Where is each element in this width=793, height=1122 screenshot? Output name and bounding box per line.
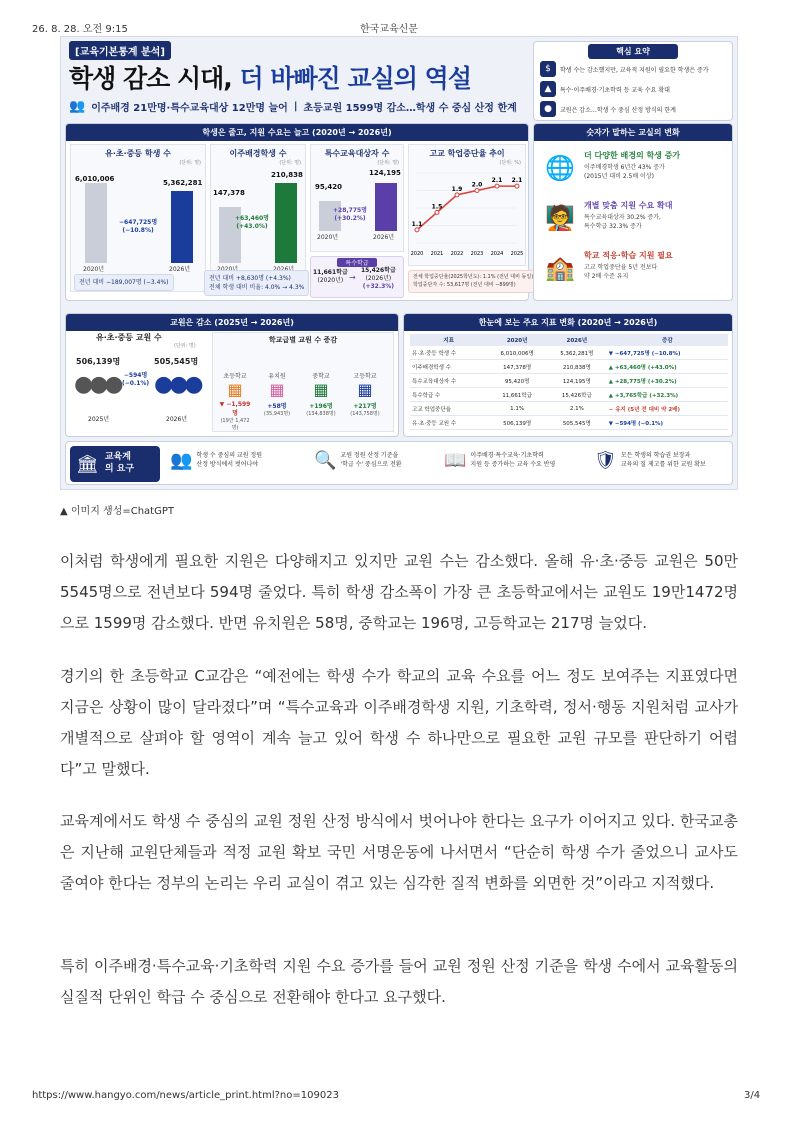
key-summary-title: 핵심 요약 bbox=[588, 44, 678, 59]
dropout-tick-label: 2022 bbox=[450, 251, 464, 257]
migrant-chart: 이주배경학생 수 (단위: 명) 147,378 210,838 +63,460명 (+43.0%) bbox=[210, 144, 306, 292]
changes-panel-title: 숫자가 말하는 교실의 변화 bbox=[534, 124, 732, 141]
teachers-delta: −594명 (−0.1%) bbox=[122, 372, 150, 387]
dropout-data-label: 2.1 bbox=[511, 177, 523, 185]
students-2026-value: 5,362,281 bbox=[163, 179, 203, 187]
table-row: 유·초·중등 학생 수 6,010,006명 5,362,281명 ▼ −647,725명 (−10.8%) bbox=[410, 346, 728, 360]
building-icon: ▦ bbox=[357, 380, 373, 399]
migrant-note: 전년 대비 +8,630명 (+4.3%) 전체 학생 대비 비율: 4.0% → 4.3% bbox=[204, 270, 309, 296]
table-row: 고교 학업중단율 1.1% 2.1% − 유지 (5년 전 대비 약 2배) bbox=[410, 402, 728, 416]
teacher-icon: 🧑‍🏫 bbox=[545, 204, 575, 232]
dropout-tick-label: 2023 bbox=[470, 251, 484, 257]
changes-panel bbox=[533, 123, 733, 301]
students-delta: −647,725명 (−10.8%) bbox=[119, 219, 158, 234]
infographic bbox=[60, 36, 738, 490]
dropout-data-label: 2.1 bbox=[491, 177, 503, 185]
teachers-2026-icon: ●●● bbox=[154, 372, 200, 397]
article-paragraph: 교육계에서도 학생 수 중심의 교원 정원 산정 방식에서 벗어나야 한다는 요구가 이어지고 있다. 한국교총은 지난해 교원단체들과 적정 교원 확보 국민 서명운동에 나서면서 “단순히 학생 수가 줄었으니 교사도 줄여야 한다는 정부의 논리는 우리 교실이 겪고 있는 심각한 질적 변화를 외면한 것”이라고 지적했다. bbox=[60, 812, 738, 892]
arrow-right-icon: → bbox=[349, 273, 356, 282]
change-item: 🏫 학교 적응·학습 지원 필요 고교 학업중단율 5년 전보다 약 2배 수준 유지 bbox=[542, 250, 728, 286]
institution-icon: 🏛 bbox=[76, 453, 99, 475]
print-url: https://www.hangyo.com/news/article_print.html?no=109023 bbox=[32, 1090, 339, 1101]
dropout-data-label: 1.5 bbox=[431, 203, 443, 211]
table-row: 특수교육대상자 수 95,420명 124,195명 ▲ +28,775명 (+30.2%) bbox=[410, 374, 728, 388]
dropout-tick-label: 2025 bbox=[510, 251, 524, 257]
dropout-tick-label: 2021 bbox=[430, 251, 444, 257]
table-row: 특수학급 수 11,661학급 15,426학급 ▲ +3,765학급 (+32.3%) bbox=[410, 388, 728, 402]
students-note: 전년 대비 −189,007명 (−3.4%) bbox=[74, 274, 174, 291]
dropout-tick-label: 2024 bbox=[490, 251, 504, 257]
dropout-point bbox=[415, 228, 419, 232]
globe-icon: 🌐 bbox=[545, 154, 575, 182]
indicators-panel-title: 한눈에 보는 주요 지표 변화 (2020년 → 2026년) bbox=[404, 314, 732, 331]
level-middle: 중학교 ▦ +196명 (134,838명) bbox=[306, 373, 336, 417]
requests-head: 🏛 교육계 의 요구 bbox=[70, 446, 160, 482]
table-row: 유·초·중등 교원 수 506,139명 505,545명 ▼ −594명 (−0.1%) bbox=[410, 416, 728, 430]
infographic-badge: [교육기본통계 분석] bbox=[69, 41, 171, 60]
dropout-data-label: 2.0 bbox=[471, 181, 483, 189]
teachers-panel-title: 교원은 감소 (2025년 → 2026년) bbox=[66, 314, 398, 331]
summary-item: $ 학생 수는 감소했지만, 교육적 지원이 필요한 학생은 증가 bbox=[534, 59, 732, 79]
person-icon: ● bbox=[540, 101, 556, 117]
dropout-data-label: 1.9 bbox=[451, 185, 463, 193]
image-caption: ▲ 이미지 생성=ChatGPT bbox=[60, 506, 174, 517]
students-2026-bar bbox=[171, 191, 193, 263]
summary-item: ● 교원은 감소…학생 수 중심 산정 방식의 한계 bbox=[534, 99, 732, 119]
building-icon: ▦ bbox=[313, 380, 329, 399]
dropout-point bbox=[495, 184, 499, 188]
dropout-data-label: 1.1 bbox=[411, 220, 423, 228]
teachers-2025-icon: ●●● bbox=[74, 372, 120, 397]
money-icon: $ bbox=[540, 61, 556, 77]
building-icon: ▦ bbox=[269, 380, 285, 399]
request-item: 🛡 모든 학생의 학습권 보장과 교육의 질 제고를 위한 교원 확보 bbox=[594, 448, 706, 473]
students-panel bbox=[65, 123, 534, 301]
magnifier-chart-icon: 🔍 bbox=[314, 450, 337, 471]
shield-person-icon: 🛡 bbox=[594, 450, 617, 471]
dropout-point bbox=[455, 193, 459, 197]
group-icon: 👥 bbox=[170, 450, 193, 471]
students-panel-title: 학생은 줄고, 지원 수요는 늘고 (2020년 → 2026년) bbox=[66, 124, 528, 141]
request-item: 📖 이주배경·특수교육·기초학력 지원 등 증가하는 교육 수요 반영 bbox=[444, 448, 555, 473]
subtitle-sep: | bbox=[293, 101, 298, 112]
dropout-line-chart bbox=[409, 163, 525, 263]
article-paragraph: 특히 이주배경·특수교육·기초학력 지원 수요 증가를 들어 교원 정원 산정 기준을 학생 수에서 교육활동의 실질적 단위인 학급 수 중심으로 전환해야 한다고 요구했다. bbox=[60, 957, 738, 1006]
request-item: 🔍 교원 정원 산정 기준을 '학급 수' 중심으로 전환 bbox=[314, 448, 402, 473]
title-part-a: 학생 감소 시대, bbox=[69, 64, 240, 93]
special-chart: 특수교육대상자 수 (단위: 명) 95,420 124,195 +28,775명 (+30.2%) 2020년 2026년 bbox=[310, 144, 404, 252]
indicators-table: 지표 2020년 2026년 증감 유·초·중등 학생 수 6,010,006명 5,362,281명 ▼ −647,725명 (−10.8%) 이주배경학생 수 147,378명 210,838명 ▲ +63,460명 (+43.0%) 특수교육대상자 수 95,420명 124,195명 ▲ +28,775명 (+30.2%) 특수학급 수 11,661학급 15,426학급 ▲ +3,765학급 (+32.3%) 고교 학업중단율 1.1% 2.1% − 유지 (5년 전 대비 약 2배) 유·초·중등 교원 수 506,139명 505,545명 ▼ −594명 (−0.1%) bbox=[410, 334, 728, 430]
site-name: 한국교육신문 bbox=[360, 24, 418, 35]
page-number: 3/4 bbox=[744, 1090, 761, 1101]
subtitle-a: 이주배경 21만명·특수교육대상 12만명 늘어 bbox=[91, 103, 288, 114]
change-item: 🧑‍🏫 개별 맞춤 지원 수요 확대 특수교육대상자 30.2% 증가, 특수학급 32.3% 증가 bbox=[542, 200, 728, 236]
level-high: 고등학교 ▦ +217명 (143,758명) bbox=[350, 373, 380, 417]
indicators-panel bbox=[403, 313, 733, 437]
dropout-chart: 고교 학업중단율 추이 (단위: %) 1.1 2020 1.5 2021 1.9 2022 2.0 2023 2.1 2024 2.1 2025 bbox=[408, 144, 526, 266]
dropout-point bbox=[435, 210, 439, 214]
school-icon: 🏫 bbox=[545, 254, 575, 282]
dropout-tick-label: 2020 bbox=[410, 251, 424, 257]
article-body bbox=[60, 546, 738, 1013]
special-class-box: 특수학급 11,661학급 (2020년) → 15,426학급 (2026년) (+32.3%) bbox=[310, 256, 404, 298]
change-item: 🌐 더 다양한 배경의 학생 증가 이주배경학생 6년간 43% 증가 (2015년 대비 2.5배 이상) bbox=[542, 150, 728, 186]
students-chart: 유·초·중등 학생 수 (단위: 명) 6,010,006 5,362,281 −647,725명 (−10.8%) 2020년 2026년 bbox=[70, 144, 206, 292]
dropout-note: 전체 학업중단율(2025학년도): 1.1% (전년 대비 동일) 학업중단자 수: 53,617명 (전년 대비 −899명) bbox=[408, 270, 538, 293]
article-paragraph: 이처럼 학생에게 필요한 지원은 다양해지고 있지만 교원 수는 감소했다. 올해 유·초·중등 교원은 50만5545명으로 전년보다 594명 줄었다. 특히 학생 감소폭이 가장 큰 초등학교에서는 교원도 19만1472명으로 1599명 감소했다. 반면 유치원은 58명, 중학교는 196명, 고등학교는 217명 늘었다. bbox=[60, 552, 738, 632]
migrant-delta: +63,460명 (+43.0%) bbox=[235, 215, 269, 230]
students-2020-value: 6,010,006 bbox=[75, 175, 115, 183]
level-elementary: 초등학교 ▦ ▼ −1,599명 (19만 1,472명) bbox=[219, 373, 251, 431]
request-item: 👥 학생 수 중심의 교원 정원 산정 방식에서 벗어나야 bbox=[170, 448, 262, 473]
requests-strip bbox=[65, 441, 733, 485]
key-summary bbox=[533, 41, 733, 121]
special-2026-bar bbox=[375, 183, 397, 231]
teachers-panel: 교원은 감소 (2025년 → 2026년) 유·초·중등 교원 수 (단위: 명) 506,139명 505,545명 ●●● ●●● −594명 (−0.1%) 2025년 2026년 학교급별 교원 수 증감 초등학교 ▦ ▼ −1,599명 (19만 1,472명) 유치원 ▦ +58명 (35,943명) 중학교 ▦ +196명 (134,838명) 고등학교 ▦ +217명 (143,758명) bbox=[65, 313, 399, 437]
building-icon: ▦ bbox=[227, 380, 243, 399]
migrant-2026-bar bbox=[275, 183, 297, 263]
summary-item: ▲ 특수·이주배경·기초학력 등 교육 수요 확대 bbox=[534, 79, 732, 99]
dropout-point bbox=[475, 189, 479, 193]
chart-up-icon: ▲ bbox=[540, 81, 556, 97]
people-icon: 👥 bbox=[69, 99, 86, 114]
book-icon: 📖 bbox=[444, 450, 467, 471]
print-datetime: 26. 8. 28. 오전 9:15 bbox=[32, 24, 128, 35]
special-delta: +28,775명 (+30.2%) bbox=[333, 207, 367, 222]
teachers-by-level: 학교급별 교원 수 증감 초등학교 ▦ ▼ −1,599명 (19만 1,472명) 유치원 ▦ +58명 (35,943명) 중학교 ▦ +196명 (134,838명) 고등학교 ▦ +217명 (143,758명) bbox=[212, 332, 394, 432]
level-kindergarten: 유치원 ▦ +58명 (35,943명) bbox=[261, 371, 293, 417]
table-row: 이주배경학생 수 147,378명 210,838명 ▲ +63,460명 (+43.0%) bbox=[410, 360, 728, 374]
article-paragraph: 경기의 한 초등학교 C교감은 “예전에는 학생 수가 학교의 교육 수요를 어느 정도 보여주는 지표였다면 지금은 상황이 많이 달라졌다”며 “특수교육과 이주배경학생 지원, 기초학력, 정서·행동 지원처럼 교사가 개별적으로 살펴야 할 영역이 계속 늘고 있어 학생 수 하나만으로 필요한 교원 규모를 판단하기 어렵다”고 말했다. bbox=[60, 667, 738, 778]
infographic-subtitle bbox=[69, 99, 517, 114]
dropout-point bbox=[515, 184, 519, 188]
students-2020-bar bbox=[85, 183, 107, 263]
subtitle-b: 초등교원 1599명 감소…학생 수 중심 산정 한계 bbox=[303, 103, 517, 114]
infographic-title bbox=[69, 59, 471, 95]
title-part-b: 더 바빠진 교실의 역설 bbox=[239, 64, 471, 93]
